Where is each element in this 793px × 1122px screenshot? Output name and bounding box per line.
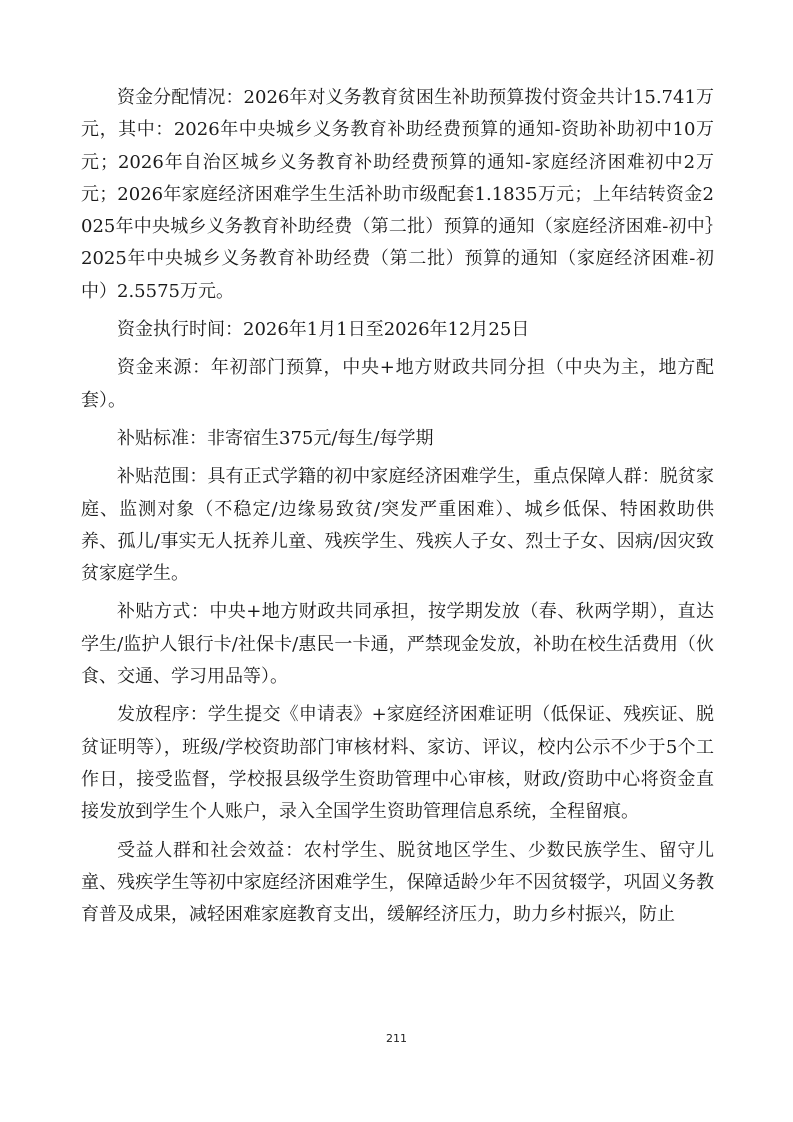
paragraph-subsidy-method: 补贴方式：中央+地方财政共同承担，按学期发放（春、秋两学期），直达学生/监护人银行卡/社保卡/惠民一卡通，严禁现金发放，补助在校生活费用（伙食、交通、学习用品等）。 bbox=[81, 601, 714, 688]
paragraph-subsidy-standard: 补贴标准：非寄宿生375元/每生/每学期 bbox=[117, 427, 434, 449]
page-number: 211 bbox=[386, 1032, 407, 1045]
paragraph-beneficiaries: 受益人群和社会效益：农村学生、脱贫地区学生、少数民族学生、留守儿童、残疾学生等初中家庭经济困难学生，保障适龄少年不因贫辍学，巩固义务教育普及成果，减轻困难家庭教育支出，缓解经济压力，助力乡村振兴，防止 bbox=[81, 839, 714, 926]
paragraph-fund-allocation: 资金分配情况：2026年对义务教育贫困生补助预算拨付资金共计15.741万元，其中：2026年中央城乡义务教育补助经费预算的通知-资助补助初中10万元；2026年自治区城乡义务教育补助经费预算的通知-家庭经济困难初中2万元；2026年家庭经济困难学生生活补助市级配套1.1835万元；上年结转资金2025年中央城乡义务教育补助经费（第二批）预算的通知（家庭经济困难-初中｝2025年中央城乡义务教育补助经费（第二批）预算的通知（家庭经济困难-初中）2.5575万元。 bbox=[81, 87, 714, 302]
document-body bbox=[81, 82, 714, 937]
paragraph-subsidy-scope: 补贴范围：具有正式学籍的初中家庭经济困难学生，重点保障人群：脱贫家庭、监测对象（不稳定/边缘易致贫/突发严重困难）、城乡低保、特困救助供养、孤儿/事实无人抚养儿童、残疾学生、残疾人子女、烈士子女、因病/因灾致贫家庭学生。 bbox=[81, 466, 714, 585]
paragraph-fund-source: 资金来源：年初部门预算，中央+地方财政共同分担（中央为主，地方配套）。 bbox=[81, 357, 714, 411]
paragraph-distribution-procedure: 发放程序：学生提交《申请表》+家庭经济困难证明（低保证、残疾证、脱贫证明等），班级/学校资助部门审核材料、家访、评议，校内公示不少于5个工作日，接受监督，学校报县级学生资助管理中心审核，财政/资助中心将资金直接发放到学生个人账户，录入全国学生资助管理信息系统，全程留痕。 bbox=[81, 704, 714, 823]
paragraph-execution-time: 资金执行时间：2026年1月1日至2026年12月25日 bbox=[117, 319, 530, 341]
